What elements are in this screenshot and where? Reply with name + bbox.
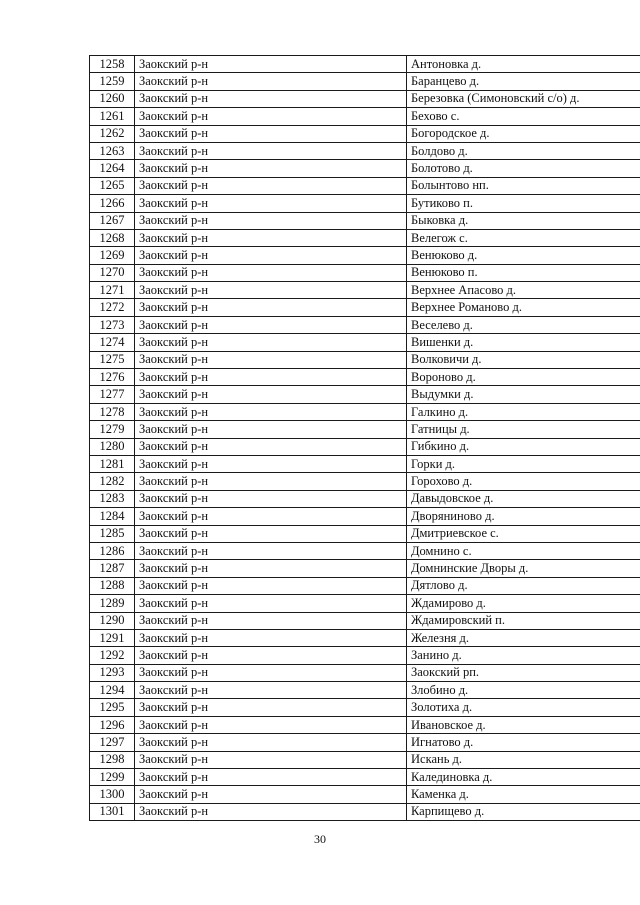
locality-cell: Домнино с. <box>407 542 640 559</box>
row-number-cell: 1287 <box>90 560 135 577</box>
row-number-cell: 1299 <box>90 769 135 786</box>
row-number-cell: 1272 <box>90 299 135 316</box>
table-row <box>90 108 640 125</box>
district-cell: Заокский р-н <box>135 351 407 368</box>
table-row <box>90 699 640 716</box>
locality-cell: Ждамирово д. <box>407 595 640 612</box>
row-number-cell: 1290 <box>90 612 135 629</box>
district-cell: Заокский р-н <box>135 455 407 472</box>
row-number-cell: 1297 <box>90 734 135 751</box>
locality-cell: Верхнее Апасово д. <box>407 282 640 299</box>
table-row <box>90 629 640 646</box>
row-number-cell: 1271 <box>90 282 135 299</box>
locality-cell: Велегож с. <box>407 229 640 246</box>
table-row <box>90 595 640 612</box>
district-cell: Заокский р-н <box>135 490 407 507</box>
locality-cell: Ждамировский п. <box>407 612 640 629</box>
table-row <box>90 282 640 299</box>
row-number-cell: 1262 <box>90 125 135 142</box>
table-row <box>90 577 640 594</box>
row-number-cell: 1288 <box>90 577 135 594</box>
row-number-cell: 1280 <box>90 438 135 455</box>
table-row <box>90 421 640 438</box>
table-row <box>90 612 640 629</box>
row-number-cell: 1274 <box>90 334 135 351</box>
district-cell: Заокский р-н <box>135 316 407 333</box>
table-row <box>90 142 640 159</box>
district-cell: Заокский р-н <box>135 682 407 699</box>
district-cell: Заокский р-н <box>135 403 407 420</box>
locality-cell: Горки д. <box>407 455 640 472</box>
district-cell: Заокский р-н <box>135 247 407 264</box>
table-row <box>90 682 640 699</box>
locality-cell: Дятлово д. <box>407 577 640 594</box>
locality-cell: Быковка д. <box>407 212 640 229</box>
row-number-cell: 1300 <box>90 786 135 803</box>
district-cell: Заокский р-н <box>135 73 407 90</box>
locality-cell: Волковичи д. <box>407 351 640 368</box>
table-row <box>90 769 640 786</box>
locality-table <box>89 55 640 821</box>
table-row <box>90 212 640 229</box>
locality-cell: Давыдовское д. <box>407 490 640 507</box>
locality-cell: Каменка д. <box>407 786 640 803</box>
locality-cell: Выдумки д. <box>407 386 640 403</box>
row-number-cell: 1282 <box>90 473 135 490</box>
district-cell: Заокский р-н <box>135 577 407 594</box>
district-cell: Заокский р-н <box>135 229 407 246</box>
locality-cell: Веселево д. <box>407 316 640 333</box>
locality-cell: Гибкино д. <box>407 438 640 455</box>
district-cell: Заокский р-н <box>135 282 407 299</box>
table-row <box>90 229 640 246</box>
row-number-cell: 1273 <box>90 316 135 333</box>
row-number-cell: 1278 <box>90 403 135 420</box>
table-row <box>90 803 640 820</box>
row-number-cell: 1296 <box>90 716 135 733</box>
district-cell: Заокский р-н <box>135 595 407 612</box>
row-number-cell: 1260 <box>90 90 135 107</box>
table-row <box>90 560 640 577</box>
locality-cell: Вороново д. <box>407 369 640 386</box>
locality-cell: Горохово д. <box>407 473 640 490</box>
district-cell: Заокский р-н <box>135 734 407 751</box>
table-row <box>90 438 640 455</box>
locality-cell: Болотово д. <box>407 160 640 177</box>
row-number-cell: 1295 <box>90 699 135 716</box>
locality-cell: Железня д. <box>407 629 640 646</box>
table-row <box>90 542 640 559</box>
district-cell: Заокский р-н <box>135 438 407 455</box>
locality-cell: Венюково д. <box>407 247 640 264</box>
table-row <box>90 403 640 420</box>
district-cell: Заокский р-н <box>135 473 407 490</box>
district-cell: Заокский р-н <box>135 612 407 629</box>
locality-cell: Домнинские Дворы д. <box>407 560 640 577</box>
table-row <box>90 73 640 90</box>
locality-cell: Антоновка д. <box>407 56 640 73</box>
row-number-cell: 1279 <box>90 421 135 438</box>
district-cell: Заокский р-н <box>135 525 407 542</box>
district-cell: Заокский р-н <box>135 647 407 664</box>
row-number-cell: 1268 <box>90 229 135 246</box>
table-row <box>90 56 640 73</box>
row-number-cell: 1291 <box>90 629 135 646</box>
locality-cell: Карпищево д. <box>407 803 640 820</box>
table-row <box>90 125 640 142</box>
row-number-cell: 1301 <box>90 803 135 820</box>
table-row <box>90 751 640 768</box>
row-number-cell: 1258 <box>90 56 135 73</box>
locality-cell: Калединовка д. <box>407 769 640 786</box>
row-number-cell: 1267 <box>90 212 135 229</box>
row-number-cell: 1269 <box>90 247 135 264</box>
locality-cell: Болынтово нп. <box>407 177 640 194</box>
district-cell: Заокский р-н <box>135 629 407 646</box>
table-row <box>90 351 640 368</box>
district-cell: Заокский р-н <box>135 508 407 525</box>
district-cell: Заокский р-н <box>135 177 407 194</box>
table-row <box>90 734 640 751</box>
table-row <box>90 525 640 542</box>
table-row <box>90 316 640 333</box>
district-cell: Заокский р-н <box>135 664 407 681</box>
row-number-cell: 1289 <box>90 595 135 612</box>
table-body <box>90 56 640 821</box>
row-number-cell: 1275 <box>90 351 135 368</box>
table-row <box>90 247 640 264</box>
locality-cell: Золотиха д. <box>407 699 640 716</box>
locality-cell: Дмитриевское с. <box>407 525 640 542</box>
district-cell: Заокский р-н <box>135 212 407 229</box>
table-row <box>90 455 640 472</box>
district-cell: Заокский р-н <box>135 369 407 386</box>
locality-cell: Дворяниново д. <box>407 508 640 525</box>
district-cell: Заокский р-н <box>135 142 407 159</box>
table-row <box>90 264 640 281</box>
row-number-cell: 1265 <box>90 177 135 194</box>
district-cell: Заокский р-н <box>135 386 407 403</box>
table-row <box>90 490 640 507</box>
row-number-cell: 1298 <box>90 751 135 768</box>
table-row <box>90 160 640 177</box>
row-number-cell: 1263 <box>90 142 135 159</box>
locality-cell: Гатницы д. <box>407 421 640 438</box>
district-cell: Заокский р-н <box>135 542 407 559</box>
row-number-cell: 1276 <box>90 369 135 386</box>
table-row <box>90 177 640 194</box>
row-number-cell: 1270 <box>90 264 135 281</box>
table-row <box>90 299 640 316</box>
row-number-cell: 1292 <box>90 647 135 664</box>
district-cell: Заокский р-н <box>135 716 407 733</box>
table-row <box>90 386 640 403</box>
locality-cell: Галкино д. <box>407 403 640 420</box>
district-cell: Заокский р-н <box>135 108 407 125</box>
locality-cell: Искань д. <box>407 751 640 768</box>
district-cell: Заокский р-н <box>135 160 407 177</box>
locality-cell: Венюково п. <box>407 264 640 281</box>
district-cell: Заокский р-н <box>135 786 407 803</box>
district-cell: Заокский р-н <box>135 751 407 768</box>
table-row <box>90 647 640 664</box>
locality-cell: Баранцево д. <box>407 73 640 90</box>
locality-cell: Злобино д. <box>407 682 640 699</box>
row-number-cell: 1285 <box>90 525 135 542</box>
district-cell: Заокский р-н <box>135 125 407 142</box>
locality-cell: Ивановское д. <box>407 716 640 733</box>
row-number-cell: 1283 <box>90 490 135 507</box>
locality-cell: Вишенки д. <box>407 334 640 351</box>
district-cell: Заокский р-н <box>135 334 407 351</box>
row-number-cell: 1281 <box>90 455 135 472</box>
district-cell: Заокский р-н <box>135 195 407 212</box>
locality-cell: Верхнее Романово д. <box>407 299 640 316</box>
row-number-cell: 1277 <box>90 386 135 403</box>
district-cell: Заокский р-н <box>135 803 407 820</box>
locality-cell: Бехово с. <box>407 108 640 125</box>
table-row <box>90 369 640 386</box>
locality-cell: Болдово д. <box>407 142 640 159</box>
row-number-cell: 1284 <box>90 508 135 525</box>
table-row <box>90 664 640 681</box>
table-row <box>90 195 640 212</box>
locality-cell: Игнатово д. <box>407 734 640 751</box>
locality-cell: Богородское д. <box>407 125 640 142</box>
district-cell: Заокский р-н <box>135 769 407 786</box>
district-cell: Заокский р-н <box>135 90 407 107</box>
row-number-cell: 1294 <box>90 682 135 699</box>
table-row <box>90 786 640 803</box>
table-row <box>90 334 640 351</box>
row-number-cell: 1261 <box>90 108 135 125</box>
district-cell: Заокский р-н <box>135 421 407 438</box>
district-cell: Заокский р-н <box>135 56 407 73</box>
district-cell: Заокский р-н <box>135 299 407 316</box>
page-number: 30 <box>314 832 326 846</box>
table-row <box>90 473 640 490</box>
row-number-cell: 1293 <box>90 664 135 681</box>
row-number-cell: 1264 <box>90 160 135 177</box>
table-row <box>90 508 640 525</box>
locality-cell: Заокский рп. <box>407 664 640 681</box>
locality-cell: Березовка (Симоновский с/о) д. <box>407 90 640 107</box>
locality-cell: Занино д. <box>407 647 640 664</box>
district-cell: Заокский р-н <box>135 560 407 577</box>
row-number-cell: 1259 <box>90 73 135 90</box>
table-row <box>90 716 640 733</box>
district-cell: Заокский р-н <box>135 264 407 281</box>
row-number-cell: 1286 <box>90 542 135 559</box>
table-row <box>90 90 640 107</box>
district-cell: Заокский р-н <box>135 699 407 716</box>
locality-cell: Бутиково п. <box>407 195 640 212</box>
row-number-cell: 1266 <box>90 195 135 212</box>
